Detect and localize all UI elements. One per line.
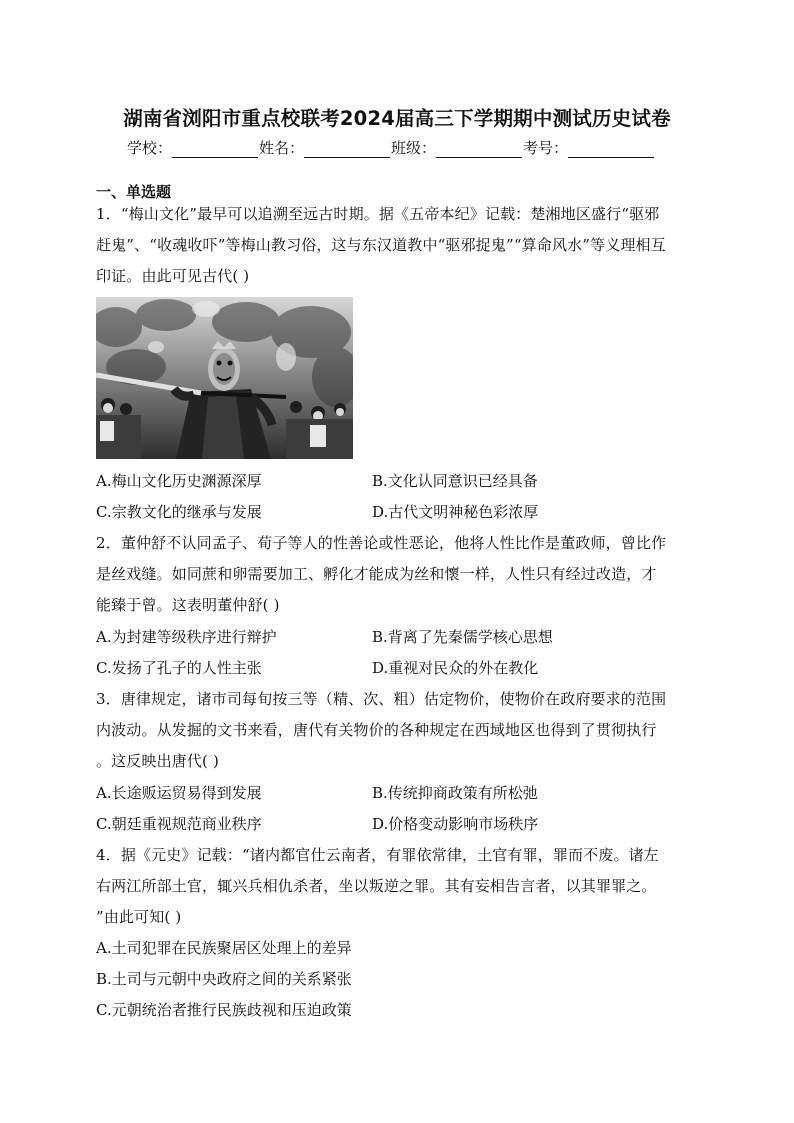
class-blank[interactable] <box>436 141 522 158</box>
meishan-ritual-photo-image <box>96 297 353 459</box>
name-blank[interactable] <box>304 141 390 158</box>
question-4-stem-line: ”由此可知( ) <box>96 908 182 926</box>
question-2-option-a[interactable]: A.为封建等级秩序进行辩护 <box>96 628 277 646</box>
question-4-stem-line: 右两江所部土官，辄兴兵相仇杀者，坐以叛逆之罪。其有妄相告言者，以其罪罪之。 <box>96 877 657 895</box>
exam-number-field <box>523 137 655 158</box>
question-4-option-c[interactable]: C.元朝统治者推行民族歧视和压迫政策 <box>96 1001 352 1019</box>
question-4-stem-line: 4．据《元史》记载：“诸内都官仕云南者，有罪依常律，土官有罪，罪而不废。诸左 <box>96 846 659 864</box>
question-2-option-d[interactable]: D.重视对民众的外在教化 <box>372 659 539 677</box>
question-1-option-b[interactable]: B.文化认同意识已经具备 <box>372 472 538 490</box>
question-1-stem-line: 赶鬼”、“收魂收吓”等梅山教习俗，这与东汉道教中“驱邪捉鬼”“算命风水”等义理相互 <box>96 236 666 254</box>
exam-number-blank[interactable] <box>568 141 654 158</box>
exam-number-label: 考号： <box>523 139 569 157</box>
question-1-stem-line: 1．“梅山文化”最早可以追溯至远古时期。据《五帝本纪》记载：楚湘地区盛行“驱邪 <box>96 205 660 223</box>
name-field <box>259 137 391 158</box>
question-3-stem-line: 内波动。从发掘的文书来看，唐代有关物价的各种规定在西域地区也得到了贯彻执行 <box>96 721 657 739</box>
question-2-stem-line: 是丝戏缝。如同蔗和卵需要加工、孵化才能成为丝和懷一样，人性只有经过改造，才 <box>96 565 657 583</box>
question-2-option-b[interactable]: B.背离了先秦儒学核心思想 <box>372 628 553 646</box>
name-label: 姓名： <box>259 139 305 157</box>
question-1-stem-line: 印证。由此可见古代( ) <box>96 267 250 285</box>
section-heading: 一、单选题 <box>96 183 172 201</box>
student-info-line <box>127 136 655 158</box>
question-3-option-a[interactable]: A.长途贩运贸易得到发展 <box>96 784 262 802</box>
class-field <box>391 137 523 158</box>
school-blank[interactable] <box>172 141 258 158</box>
question-3-option-c[interactable]: C.朝廷重视规范商业秩序 <box>96 815 262 833</box>
question-3-stem-line: 。这反映出唐代( ) <box>96 752 219 770</box>
question-1-option-a[interactable]: A.梅山文化历史渊源深厚 <box>96 472 262 490</box>
question-3-option-b[interactable]: B.传统抑商政策有所松弛 <box>372 784 538 802</box>
school-label: 学校： <box>127 139 173 157</box>
question-2-stem-line: 能臻于曾。这表明董仲舒( ) <box>96 596 280 614</box>
question-1-option-c[interactable]: C.宗教文化的继承与发展 <box>96 503 262 521</box>
question-1-option-d[interactable]: D.古代文明神秘色彩浓厚 <box>372 503 539 521</box>
exam-title: 湖南省浏阳市重点校联考2024届高三下学期期中测试历史试卷 <box>123 107 671 130</box>
question-4-option-b[interactable]: B.土司与元朝中央政府之间的关系紧张 <box>96 970 352 988</box>
question-2-stem-line: 2．董仲舒不认同孟子、荀子等人的性善论或性恶论，他将人性比作是董政师，曾比作 <box>96 534 667 552</box>
question-4-option-a[interactable]: A.土司犯罪在民族聚居区处理上的差异 <box>96 939 352 957</box>
school-field <box>127 137 259 158</box>
question-2-option-c[interactable]: C.发扬了孔子的人性主张 <box>96 659 262 677</box>
meishan-ritual-photo <box>96 297 353 459</box>
class-label: 班级： <box>391 139 437 157</box>
question-3-option-d[interactable]: D.价格变动影响市场秩序 <box>372 815 539 833</box>
question-3-stem-line: 3．唐律规定，诸市司每旬按三等（精、次、粗）估定物价，使物价在政府要求的范围 <box>96 690 667 708</box>
